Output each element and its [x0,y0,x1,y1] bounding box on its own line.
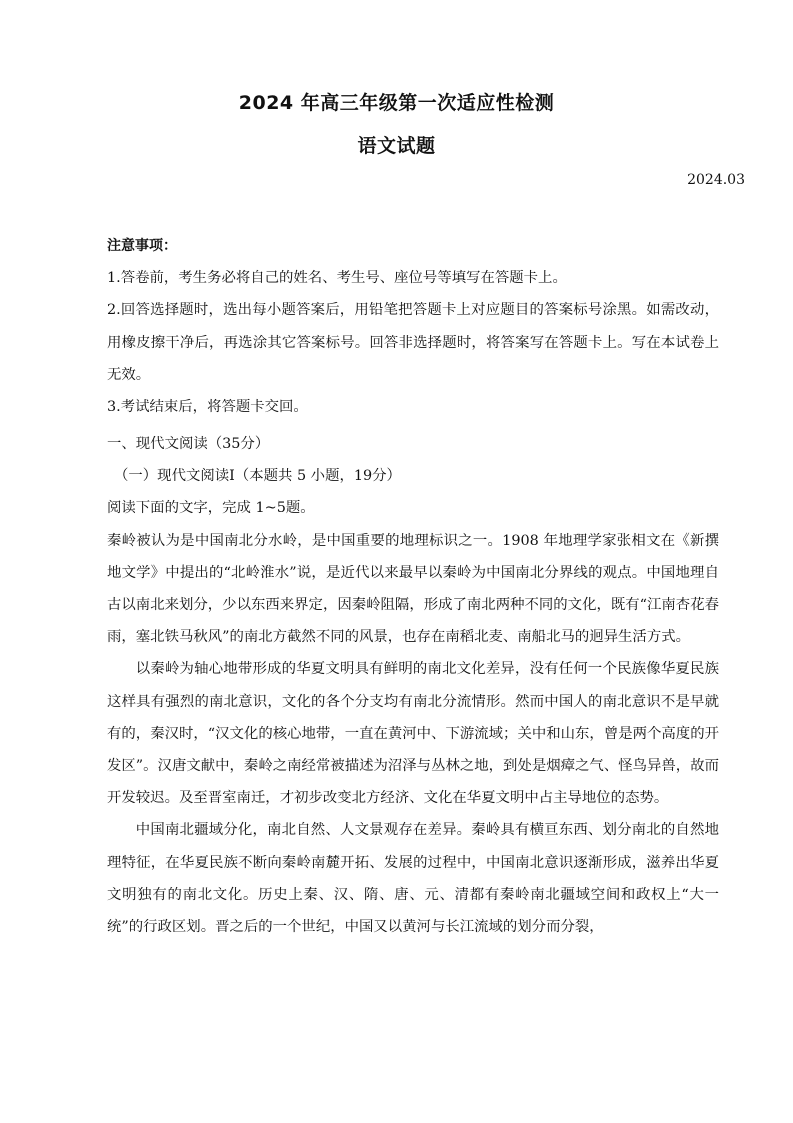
exam-subtitle: 语文试题 [357,135,436,157]
reading-section [107,428,719,943]
notes-item-3: 3.考试结束后，将答题卡交回。 [107,399,308,416]
exam-date: 2024.03 [687,172,745,188]
section-instruction: 阅读下面的文字，完成 1~5题。 [107,500,315,517]
passage-paragraph-3: 中国南北疆域分化，南北自然、人文景观存在差异。秦岭具有横亘东西、划分南北的自然地理特征，在华夏民族不断向秦岭南麓开拓、发展的过程中，中国南北意识逐渐形成，滋养出华夏文明独有的南北文化。历史上秦、汉、隋、唐、元、清都有秦岭南北疆域空间和政权上“大一统”的行政区划。晋之后的一个世纪，中国又以黄河与长江流域的划分而分裂， [107,822,719,936]
passage-paragraph-1: 秦岭被认为是中国南北分水岭，是中国重要的地理标识之一。1908 年地理学家张相文在《新撰地文学》中提出的“北岭淮水”说，是近代以来最早以秦岭为中国南北分界线的观点。中国地理自古以南北来划分，少以东西来界定，因秦岭阻隔，形成了南北两种不同的文化，既有“江南杏花春雨，塞北铁马秋风”的南北方截然不同的风景，也存在南稻北麦、南船北马的迥异生活方式。 [107,532,719,646]
notes-block [107,230,719,423]
notes-item-1: 1.答卷前，考生务必将自己的姓名、考生号、座位号等填写在答题卡上。 [107,270,567,287]
section-subheading: （一）现代文阅读Ⅰ（本题共 5 小题，19分） [114,468,401,485]
notes-heading: 注意事项： [107,238,177,254]
passage-paragraph-2: 以秦岭为轴心地带形成的华夏文明具有鲜明的南北文化差异，没有任何一个民族像华夏民族这样具有强烈的南北意识，文化的各个分支均有南北分流情形。然而中国人的南北意识不是早就有的，秦汉时，“汉文化的核心地带，一直在黄河中、下游流域；关中和山东，曾是两个高度的开发区”。汉唐文献中，秦岭之南经常被描述为沼泽与丛林之地，到处是烟瘴之气、怪鸟异兽，故而开发较迟。及至晋室南迁，才初步改变北方经济、文化在华夏文明中占主导地位的态势。 [107,661,719,807]
notes-item-2: 2.回答选择题时，选出每小题答案后，用铅笔把答题卡上对应题目的答案标号涂黑。如需改动，用橡皮擦干净后，再选涂其它答案标号。回答非选择题时，将答案写在答题卡上。写在本试卷上无效。 [107,302,719,383]
section-heading: 一、现代文阅读（35分） [107,436,270,452]
exam-title: 2024 年高三年级第一次适应性检测 [238,92,555,114]
